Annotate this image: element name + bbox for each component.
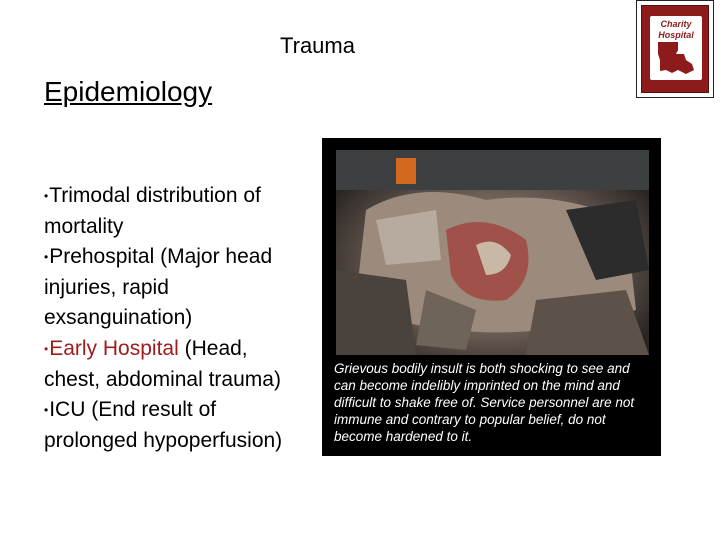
charity-hospital-logo [636, 0, 714, 98]
bullet-item: •Prehospital (Major head injuries, rapid exsanguination) [44, 245, 273, 330]
logo-line-1: Charity [660, 19, 692, 29]
bullet-item: •Early Hospital (Head, chest, abdominal trauma) [44, 336, 281, 391]
section-heading: Epidemiology [44, 76, 213, 107]
logo-card [650, 16, 702, 80]
bullet-list [44, 181, 294, 456]
bullet-dot: • [44, 189, 49, 204]
photo-caption: Grievous bodily insult is both shocking to see and can become indelibly imprinted on the mind and difficult to shake free of. Service personnel are not immune and contrary to popular belief, do not become hardened to it. [334, 361, 635, 444]
page-title: Trauma [280, 33, 355, 58]
louisiana-map-icon [656, 40, 696, 76]
bullet-item: •ICU (End result of prolonged hypoperfusion) [44, 398, 283, 452]
bullet-dot: • [44, 342, 49, 357]
bullet-dot: • [44, 250, 49, 265]
logo-line-2: Hospital [658, 30, 694, 40]
bullet-item: •Trimodal distribution of mortality [44, 184, 261, 238]
car-wreck-photo [336, 150, 649, 355]
crash-photo-panel [322, 138, 661, 456]
logo-frame [641, 5, 709, 93]
bullet-dot: • [44, 403, 49, 418]
